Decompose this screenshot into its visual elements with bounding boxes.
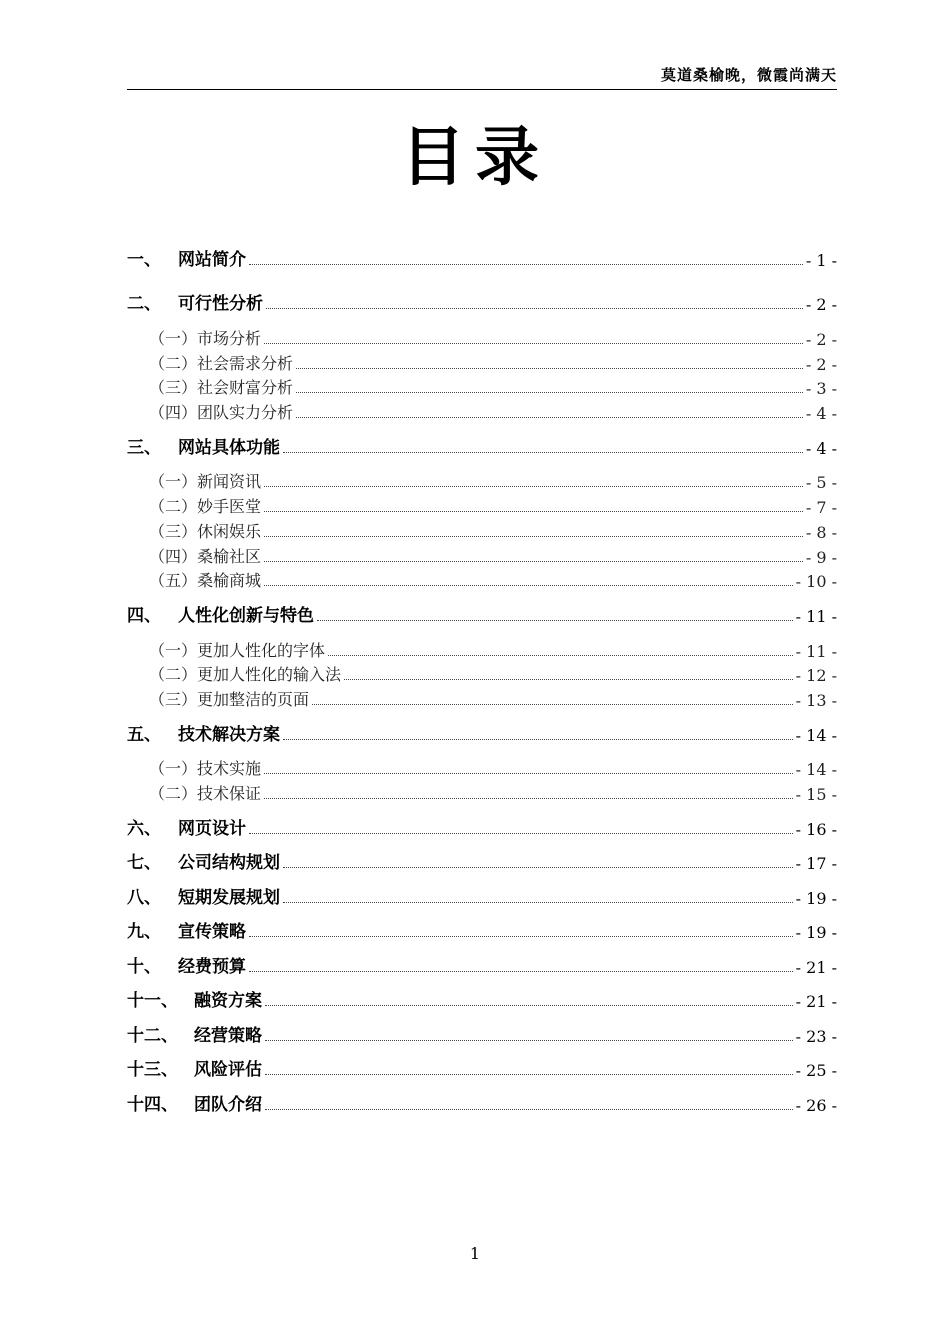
- toc-entry[interactable]: [127, 721, 837, 745]
- toc-entry-label: 妙手医堂: [197, 497, 262, 516]
- toc-subentry[interactable]: [127, 755, 837, 779]
- toc-entry-number: （四）: [149, 403, 198, 422]
- toc-entry-number: 四、: [127, 606, 161, 626]
- toc-entry-number: （一）: [149, 472, 198, 491]
- dot-leader: [264, 536, 803, 537]
- toc-entry-number: 十一、: [127, 991, 178, 1011]
- dot-leader: [317, 620, 793, 621]
- dot-leader: [266, 308, 803, 309]
- toc-subentry[interactable]: [127, 637, 837, 661]
- toc-subentry[interactable]: [127, 686, 837, 710]
- dot-leader: [264, 798, 793, 799]
- toc-entry-number: （二）: [149, 354, 198, 373]
- dot-leader: [283, 739, 793, 740]
- dot-leader: [296, 368, 803, 369]
- toc-entry-number: 三、: [127, 438, 161, 458]
- toc-entry[interactable]: [127, 434, 837, 458]
- toc-subentry[interactable]: [127, 350, 837, 374]
- dot-leader: [328, 655, 793, 656]
- toc-subentry[interactable]: [127, 325, 837, 349]
- toc-entry-page: - 2 -: [805, 295, 837, 314]
- toc-entry-page: - 23 -: [795, 1027, 837, 1046]
- toc-entry-page: - 21 -: [795, 958, 837, 977]
- toc-entry-page: - 19 -: [795, 889, 837, 908]
- toc-entry-label: 经费预算: [178, 957, 246, 977]
- toc-entry-label: 更加整洁的页面: [197, 690, 310, 709]
- toc-entry-label: 更加人性化的输入法: [197, 665, 342, 684]
- dot-leader: [249, 833, 793, 834]
- toc-entry-label: 经营策略: [194, 1026, 262, 1046]
- toc-entry-page: - 11 -: [795, 607, 837, 626]
- dot-leader: [312, 704, 793, 705]
- toc-entry-number: 九、: [127, 922, 161, 942]
- toc-subentry[interactable]: [127, 518, 837, 542]
- toc-subentry[interactable]: [127, 543, 837, 567]
- toc-entry-number: （一）: [149, 329, 198, 348]
- toc-subentry[interactable]: [127, 780, 837, 804]
- toc-entry-number: （五）: [149, 571, 198, 590]
- toc-entry-page: - 26 -: [795, 1096, 837, 1115]
- toc-entry-label: 技术解决方案: [178, 725, 280, 745]
- toc-entry-number: （二）: [149, 784, 198, 803]
- toc-entry-page: - 2 -: [805, 355, 837, 374]
- toc-entry-number: 十、: [127, 957, 161, 977]
- dot-leader: [264, 343, 803, 344]
- toc-entry[interactable]: [127, 849, 837, 873]
- toc-entry[interactable]: [127, 1056, 837, 1080]
- toc-entry-label: 社会需求分析: [197, 354, 294, 373]
- dot-leader: [265, 1074, 793, 1075]
- toc-entry-label: 社会财富分析: [197, 378, 294, 397]
- toc-entry-label: 技术保证: [197, 784, 262, 803]
- toc-entry-label: 新闻资讯: [197, 472, 262, 491]
- toc-entry[interactable]: [127, 1022, 837, 1046]
- header-motto: 莫道桑榆晚，微霞尚满天: [660, 66, 837, 84]
- toc-entry-label: 技术实施: [197, 759, 262, 778]
- toc-entry-page: - 10 -: [795, 572, 837, 591]
- toc-entry-page: - 12 -: [795, 666, 837, 685]
- dot-leader: [344, 679, 793, 680]
- dot-leader: [283, 452, 803, 453]
- toc-entry-page: - 13 -: [795, 691, 837, 710]
- toc-entry-page: - 11 -: [795, 642, 837, 661]
- dot-leader: [283, 867, 793, 868]
- toc-entry-number: （二）: [149, 665, 198, 684]
- toc-entry-label: 网页设计: [178, 819, 246, 839]
- toc-entry-label: 休闲娱乐: [197, 522, 262, 541]
- toc-subentry[interactable]: [127, 468, 837, 492]
- toc-entry[interactable]: [127, 246, 837, 270]
- toc-entry-number: 十三、: [127, 1060, 178, 1080]
- toc-entry[interactable]: [127, 602, 837, 626]
- dot-leader: [265, 1005, 793, 1006]
- toc-entry-number: （二）: [149, 497, 198, 516]
- toc-entry-page: - 9 -: [805, 548, 837, 567]
- dot-leader: [249, 971, 793, 972]
- toc-entry-label: 风险评估: [194, 1060, 262, 1080]
- toc-subentry[interactable]: [127, 661, 837, 685]
- toc-entry-number: （四）: [149, 547, 198, 566]
- toc-entry-page: - 1 -: [805, 251, 837, 270]
- toc-entry-number: 八、: [127, 888, 161, 908]
- toc-entry-page: - 3 -: [805, 379, 837, 398]
- toc-entry-label: 短期发展规划: [178, 888, 280, 908]
- toc-entry-page: - 16 -: [795, 820, 837, 839]
- toc-entry[interactable]: [127, 953, 837, 977]
- dot-leader: [249, 936, 793, 937]
- toc-subentry[interactable]: [127, 493, 837, 517]
- toc-entry[interactable]: [127, 918, 837, 942]
- toc-entry-number: 六、: [127, 819, 161, 839]
- toc-entry-label: 网站简介: [178, 250, 246, 270]
- toc-entry-label: 融资方案: [194, 991, 262, 1011]
- toc-entry-label: 桑榆商城: [197, 571, 262, 590]
- toc-entry[interactable]: [127, 815, 837, 839]
- toc-entry-label: 更加人性化的字体: [197, 641, 326, 660]
- toc-entry-label: 网站具体功能: [178, 438, 280, 458]
- table-of-contents: [127, 0, 837, 1200]
- toc-entry-label: 公司结构规划: [178, 853, 280, 873]
- toc-entry-page: - 2 -: [805, 330, 837, 349]
- toc-entry-page: - 14 -: [795, 726, 837, 745]
- dot-leader: [265, 1040, 793, 1041]
- toc-entry-number: （三）: [149, 378, 198, 397]
- toc-entry-number: 十二、: [127, 1026, 178, 1046]
- dot-leader: [264, 511, 803, 512]
- toc-entry[interactable]: [127, 987, 837, 1011]
- toc-entry[interactable]: [127, 884, 837, 908]
- toc-entry-page: - 15 -: [795, 785, 837, 804]
- dot-leader: [264, 773, 793, 774]
- toc-entry-number: 五、: [127, 725, 161, 745]
- dot-leader: [264, 585, 793, 586]
- toc-entry-number: （一）: [149, 759, 198, 778]
- toc-entry-page: - 7 -: [805, 498, 837, 517]
- toc-entry-label: 可行性分析: [178, 294, 263, 314]
- dot-leader: [264, 561, 803, 562]
- page-number: 1: [469, 1244, 481, 1263]
- toc-entry-label: 市场分析: [197, 329, 262, 348]
- toc-subentry[interactable]: [127, 399, 837, 423]
- dot-leader: [296, 392, 803, 393]
- toc-entry-label: 团队介绍: [194, 1095, 262, 1115]
- toc-subentry[interactable]: [127, 567, 837, 591]
- toc-entry-label: 桑榆社区: [197, 547, 262, 566]
- toc-entry-page: - 19 -: [795, 923, 837, 942]
- dot-leader: [264, 486, 803, 487]
- toc-entry-number: （三）: [149, 690, 198, 709]
- toc-entry-page: - 25 -: [795, 1061, 837, 1080]
- toc-entry-number: 二、: [127, 294, 161, 314]
- toc-subentry[interactable]: [127, 374, 837, 398]
- toc-entry-page: - 21 -: [795, 992, 837, 1011]
- dot-leader: [249, 264, 803, 265]
- toc-entry-page: - 8 -: [805, 523, 837, 542]
- page-title: 目录: [401, 121, 549, 195]
- toc-entry-number: （三）: [149, 522, 198, 541]
- toc-entry-page: - 4 -: [805, 439, 837, 458]
- toc-entry-label: 人性化创新与特色: [178, 606, 314, 626]
- dot-leader: [296, 417, 803, 418]
- toc-entry-page: - 14 -: [795, 760, 837, 779]
- toc-entry-number: 十四、: [127, 1095, 178, 1115]
- toc-entry[interactable]: [127, 290, 837, 314]
- toc-entry-page: - 17 -: [795, 854, 837, 873]
- toc-entry-label: 宣传策略: [178, 922, 246, 942]
- dot-leader: [283, 902, 793, 903]
- toc-entry-label: 团队实力分析: [197, 403, 294, 422]
- toc-entry-page: - 5 -: [805, 473, 837, 492]
- toc-entry-number: 七、: [127, 853, 161, 873]
- toc-entry-page: - 4 -: [805, 404, 837, 423]
- toc-entry-number: 一、: [127, 250, 161, 270]
- toc-entry[interactable]: [127, 1091, 837, 1115]
- toc-entry-number: （一）: [149, 641, 198, 660]
- dot-leader: [265, 1109, 793, 1110]
